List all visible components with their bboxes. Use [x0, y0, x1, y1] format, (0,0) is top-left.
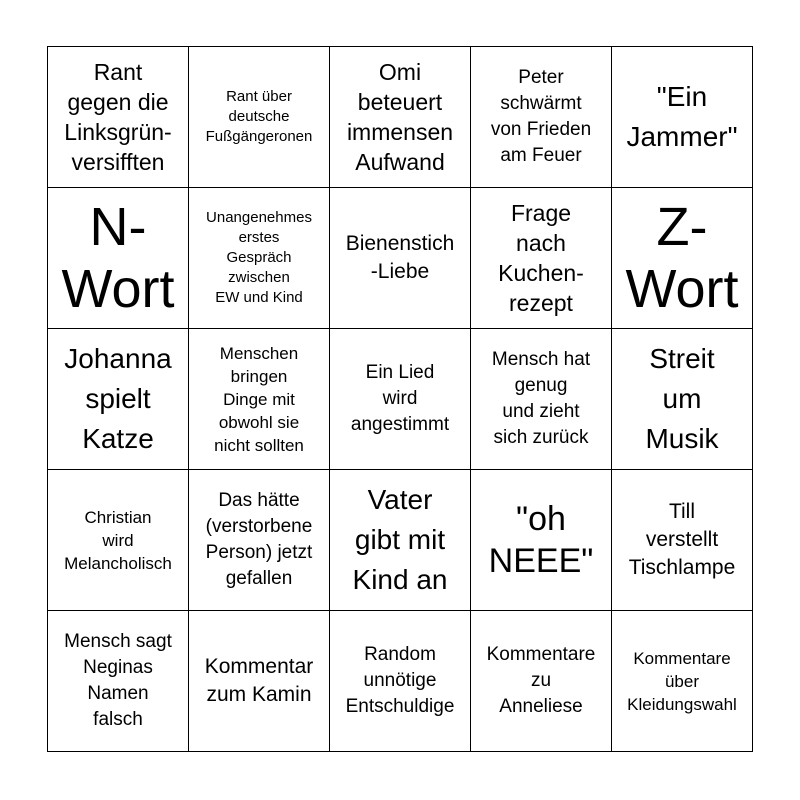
bingo-board — [47, 46, 753, 752]
bingo-cell-r5c5[interactable] — [612, 611, 753, 752]
bingo-cell-r1c5[interactable] — [612, 47, 753, 188]
bingo-cell-text: Vater gibt mit Kind an — [352, 484, 448, 595]
bingo-cell-r4c2[interactable] — [189, 470, 330, 611]
bingo-cell-text: Till verstellt Tischlampe — [628, 500, 736, 579]
bingo-cell-text: Frage nach Kuchen- rezept — [498, 200, 584, 316]
bingo-cell-text: Bienenstich -Liebe — [345, 232, 455, 283]
bingo-cell-r3c2[interactable] — [189, 329, 330, 470]
bingo-cell-text: Mensch sagt Neginas Namen falsch — [64, 631, 172, 730]
bingo-cell-r4c4[interactable] — [471, 470, 612, 611]
bingo-cell-r5c1[interactable] — [48, 611, 189, 752]
bingo-cell-r3c5[interactable] — [612, 329, 753, 470]
bingo-cell-r4c1[interactable] — [48, 470, 189, 611]
bingo-cell-r4c5[interactable] — [612, 470, 753, 611]
bingo-cell-r1c1[interactable] — [48, 47, 189, 188]
bingo-cell-r2c5[interactable] — [612, 188, 753, 329]
bingo-cell-text: Kommentare zu Anneliese — [486, 644, 596, 717]
bingo-cell-text: Rant gegen die Linksgrün- versifften — [64, 59, 172, 175]
bingo-cell-r5c4[interactable] — [471, 611, 612, 752]
bingo-cell-text: Unangenehmes erstes Gespräch zwischen EW und Kind — [206, 209, 312, 306]
bingo-cell-r3c3[interactable] — [330, 329, 471, 470]
bingo-cell-r3c1[interactable] — [48, 329, 189, 470]
bingo-cell-text: Streit um Musik — [645, 343, 719, 454]
bingo-cell-text: Johanna spielt Katze — [64, 343, 172, 454]
bingo-cell-text: "oh NEEE" — [488, 500, 594, 580]
bingo-cell-text: Ein Lied wird angestimmt — [350, 362, 450, 435]
bingo-cell-r2c2[interactable] — [189, 188, 330, 329]
bingo-cell-r2c1[interactable] — [48, 188, 189, 329]
bingo-cell-r4c3[interactable] — [330, 470, 471, 611]
bingo-cell-r1c3[interactable] — [330, 47, 471, 188]
bingo-cell-r2c3[interactable] — [330, 188, 471, 329]
bingo-cell-text: N- Wort — [61, 197, 175, 319]
bingo-cell-text: Christian wird Melancholisch — [64, 507, 172, 573]
bingo-cell-r5c3[interactable] — [330, 611, 471, 752]
bingo-cell-text: Das hätte (verstorbene Person) jetzt gefallen — [205, 490, 313, 589]
bingo-cell-r2c4[interactable] — [471, 188, 612, 329]
bingo-cell-text: Rant über deutsche Fußgängeronen — [205, 88, 313, 145]
bingo-cell-text: Peter schwärmt von Frieden am Feuer — [490, 67, 592, 166]
bingo-cell-text: Z- Wort — [625, 197, 739, 319]
bingo-cell-text: Kommentar zum Kamin — [204, 655, 314, 706]
bingo-cell-text: Kommentare über Kleidungswahl — [627, 648, 737, 714]
bingo-cell-text: Mensch hat genug und zieht sich zurück — [491, 349, 591, 448]
bingo-cell-r1c2[interactable] — [189, 47, 330, 188]
bingo-cell-r5c2[interactable] — [189, 611, 330, 752]
bingo-cell-text: Menschen bringen Dinge mit obwohl sie nicht sollten — [214, 343, 304, 455]
bingo-cell-text: Random unnötige Entschuldige — [345, 644, 455, 717]
bingo-cell-text: "Ein Jammer" — [626, 81, 738, 152]
bingo-cell-text: Omi beteuert immensen Aufwand — [346, 59, 454, 175]
bingo-cell-r1c4[interactable] — [471, 47, 612, 188]
bingo-cell-r3c4[interactable] — [471, 329, 612, 470]
